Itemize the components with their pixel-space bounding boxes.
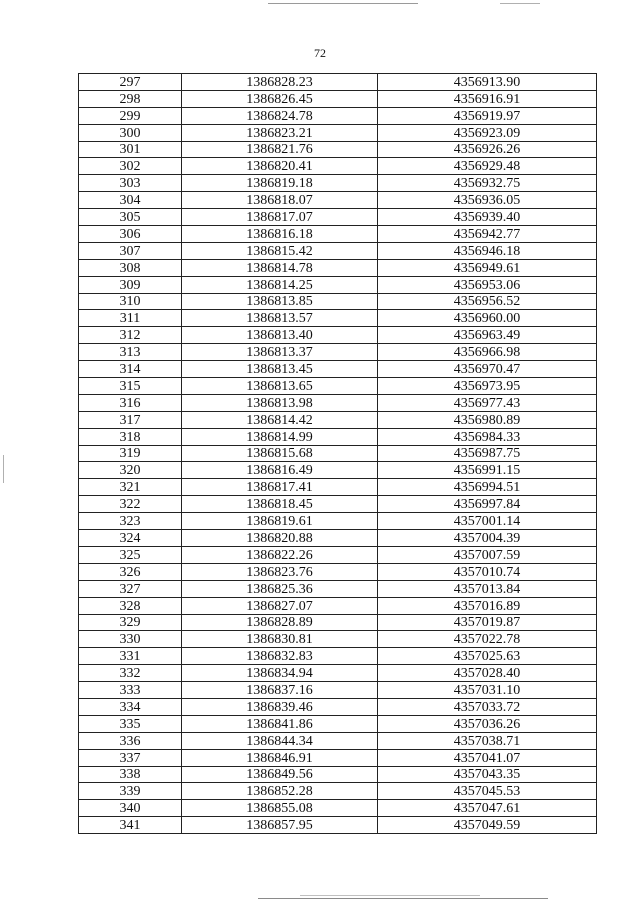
point-number-cell: 310	[79, 293, 182, 310]
x-coordinate-cell: 1386855.08	[182, 800, 378, 817]
y-coordinate-cell: 4357038.71	[378, 732, 597, 749]
point-number-cell: 328	[79, 597, 182, 614]
table-row	[79, 74, 597, 91]
y-coordinate-cell: 4356984.33	[378, 428, 597, 445]
table-row	[79, 394, 597, 411]
x-coordinate-cell: 1386813.85	[182, 293, 378, 310]
y-coordinate-cell: 4356936.05	[378, 192, 597, 209]
table-row	[79, 715, 597, 732]
x-coordinate-cell: 1386816.49	[182, 462, 378, 479]
x-coordinate-cell: 1386849.56	[182, 766, 378, 783]
x-coordinate-cell: 1386813.57	[182, 310, 378, 327]
table-row	[79, 344, 597, 361]
point-number-cell: 312	[79, 327, 182, 344]
y-coordinate-cell: 4356956.52	[378, 293, 597, 310]
table-row	[79, 361, 597, 378]
table-row	[79, 462, 597, 479]
point-number-cell: 340	[79, 800, 182, 817]
y-coordinate-cell: 4357033.72	[378, 698, 597, 715]
table-row	[79, 378, 597, 395]
y-coordinate-cell: 4356923.09	[378, 124, 597, 141]
table-row	[79, 192, 597, 209]
x-coordinate-cell: 1386852.28	[182, 783, 378, 800]
x-coordinate-cell: 1386814.99	[182, 428, 378, 445]
point-number-cell: 316	[79, 394, 182, 411]
y-coordinate-cell: 4357010.74	[378, 563, 597, 580]
table-row	[79, 209, 597, 226]
table-row	[79, 158, 597, 175]
table-row	[79, 428, 597, 445]
coordinates-table	[78, 73, 597, 834]
x-coordinate-cell: 1386828.89	[182, 614, 378, 631]
y-coordinate-cell: 4357043.35	[378, 766, 597, 783]
point-number-cell: 334	[79, 698, 182, 715]
table-row	[79, 293, 597, 310]
y-coordinate-cell: 4356926.26	[378, 141, 597, 158]
y-coordinate-cell: 4357013.84	[378, 580, 597, 597]
point-number-cell: 307	[79, 242, 182, 259]
table-row	[79, 817, 597, 834]
y-coordinate-cell: 4357036.26	[378, 715, 597, 732]
y-coordinate-cell: 4356987.75	[378, 445, 597, 462]
y-coordinate-cell: 4356919.97	[378, 107, 597, 124]
table-row	[79, 411, 597, 428]
x-coordinate-cell: 1386834.94	[182, 665, 378, 682]
x-coordinate-cell: 1386823.76	[182, 563, 378, 580]
table-row	[79, 563, 597, 580]
y-coordinate-cell: 4356980.89	[378, 411, 597, 428]
x-coordinate-cell: 1386846.91	[182, 749, 378, 766]
table-row	[79, 107, 597, 124]
point-number-cell: 311	[79, 310, 182, 327]
x-coordinate-cell: 1386832.83	[182, 648, 378, 665]
y-coordinate-cell: 4356973.95	[378, 378, 597, 395]
table-row	[79, 597, 597, 614]
x-coordinate-cell: 1386814.78	[182, 259, 378, 276]
y-coordinate-cell: 4357045.53	[378, 783, 597, 800]
point-number-cell: 320	[79, 462, 182, 479]
y-coordinate-cell: 4356994.51	[378, 479, 597, 496]
y-coordinate-cell: 4357019.87	[378, 614, 597, 631]
x-coordinate-cell: 1386844.34	[182, 732, 378, 749]
table-row	[79, 631, 597, 648]
point-number-cell: 313	[79, 344, 182, 361]
x-coordinate-cell: 1386841.86	[182, 715, 378, 732]
table-row	[79, 327, 597, 344]
y-coordinate-cell: 4357025.63	[378, 648, 597, 665]
table-row	[79, 698, 597, 715]
point-number-cell: 331	[79, 648, 182, 665]
x-coordinate-cell: 1386813.40	[182, 327, 378, 344]
point-number-cell: 326	[79, 563, 182, 580]
coordinates-table-body	[79, 74, 597, 834]
y-coordinate-cell: 4357049.59	[378, 817, 597, 834]
x-coordinate-cell: 1386824.78	[182, 107, 378, 124]
table-row	[79, 800, 597, 817]
x-coordinate-cell: 1386814.25	[182, 276, 378, 293]
table-row	[79, 141, 597, 158]
y-coordinate-cell: 4357028.40	[378, 665, 597, 682]
y-coordinate-cell: 4357007.59	[378, 546, 597, 563]
x-coordinate-cell: 1386823.21	[182, 124, 378, 141]
y-coordinate-cell: 4357047.61	[378, 800, 597, 817]
x-coordinate-cell: 1386813.45	[182, 361, 378, 378]
table-row	[79, 513, 597, 530]
table-row	[79, 580, 597, 597]
scan-artifact-line	[500, 3, 540, 4]
point-number-cell: 325	[79, 546, 182, 563]
y-coordinate-cell: 4356932.75	[378, 175, 597, 192]
y-coordinate-cell: 4356991.15	[378, 462, 597, 479]
x-coordinate-cell: 1386815.42	[182, 242, 378, 259]
y-coordinate-cell: 4356970.47	[378, 361, 597, 378]
point-number-cell: 323	[79, 513, 182, 530]
scan-artifact-mark	[3, 455, 4, 483]
table-row	[79, 276, 597, 293]
x-coordinate-cell: 1386818.07	[182, 192, 378, 209]
x-coordinate-cell: 1386819.61	[182, 513, 378, 530]
x-coordinate-cell: 1386826.45	[182, 90, 378, 107]
point-number-cell: 327	[79, 580, 182, 597]
x-coordinate-cell: 1386827.07	[182, 597, 378, 614]
point-number-cell: 338	[79, 766, 182, 783]
y-coordinate-cell: 4356946.18	[378, 242, 597, 259]
x-coordinate-cell: 1386857.95	[182, 817, 378, 834]
x-coordinate-cell: 1386818.45	[182, 496, 378, 513]
table-row	[79, 546, 597, 563]
x-coordinate-cell: 1386820.41	[182, 158, 378, 175]
table-row	[79, 783, 597, 800]
y-coordinate-cell: 4357031.10	[378, 682, 597, 699]
x-coordinate-cell: 1386821.76	[182, 141, 378, 158]
y-coordinate-cell: 4356977.43	[378, 394, 597, 411]
table-row	[79, 648, 597, 665]
table-row	[79, 445, 597, 462]
x-coordinate-cell: 1386822.26	[182, 546, 378, 563]
table-row	[79, 242, 597, 259]
y-coordinate-cell: 4356953.06	[378, 276, 597, 293]
scan-artifact-line	[258, 898, 548, 899]
table-row	[79, 766, 597, 783]
table-row	[79, 124, 597, 141]
x-coordinate-cell: 1386839.46	[182, 698, 378, 715]
y-coordinate-cell: 4356939.40	[378, 209, 597, 226]
point-number-cell: 341	[79, 817, 182, 834]
x-coordinate-cell: 1386817.07	[182, 209, 378, 226]
point-number-cell: 305	[79, 209, 182, 226]
y-coordinate-cell: 4357022.78	[378, 631, 597, 648]
point-number-cell: 315	[79, 378, 182, 395]
x-coordinate-cell: 1386813.37	[182, 344, 378, 361]
table-row	[79, 310, 597, 327]
y-coordinate-cell: 4357016.89	[378, 597, 597, 614]
y-coordinate-cell: 4356942.77	[378, 226, 597, 243]
x-coordinate-cell: 1386813.98	[182, 394, 378, 411]
y-coordinate-cell: 4356963.49	[378, 327, 597, 344]
point-number-cell: 308	[79, 259, 182, 276]
point-number-cell: 330	[79, 631, 182, 648]
x-coordinate-cell: 1386825.36	[182, 580, 378, 597]
point-number-cell: 297	[79, 74, 182, 91]
table-row	[79, 682, 597, 699]
x-coordinate-cell: 1386828.23	[182, 74, 378, 91]
y-coordinate-cell: 4356949.61	[378, 259, 597, 276]
point-number-cell: 332	[79, 665, 182, 682]
table-row	[79, 614, 597, 631]
point-number-cell: 299	[79, 107, 182, 124]
point-number-cell: 301	[79, 141, 182, 158]
y-coordinate-cell: 4356997.84	[378, 496, 597, 513]
x-coordinate-cell: 1386830.81	[182, 631, 378, 648]
scan-artifact-line	[300, 895, 480, 896]
x-coordinate-cell: 1386815.68	[182, 445, 378, 462]
point-number-cell: 318	[79, 428, 182, 445]
x-coordinate-cell: 1386816.18	[182, 226, 378, 243]
point-number-cell: 298	[79, 90, 182, 107]
point-number-cell: 309	[79, 276, 182, 293]
table-row	[79, 665, 597, 682]
y-coordinate-cell: 4356929.48	[378, 158, 597, 175]
x-coordinate-cell: 1386813.65	[182, 378, 378, 395]
point-number-cell: 303	[79, 175, 182, 192]
y-coordinate-cell: 4356913.90	[378, 74, 597, 91]
point-number-cell: 314	[79, 361, 182, 378]
point-number-cell: 304	[79, 192, 182, 209]
point-number-cell: 322	[79, 496, 182, 513]
point-number-cell: 302	[79, 158, 182, 175]
table-row	[79, 530, 597, 547]
table-row	[79, 90, 597, 107]
point-number-cell: 300	[79, 124, 182, 141]
y-coordinate-cell: 4357004.39	[378, 530, 597, 547]
scan-artifact-line	[268, 3, 418, 4]
table-row	[79, 259, 597, 276]
point-number-cell: 329	[79, 614, 182, 631]
table-row	[79, 175, 597, 192]
x-coordinate-cell: 1386814.42	[182, 411, 378, 428]
point-number-cell: 321	[79, 479, 182, 496]
point-number-cell: 335	[79, 715, 182, 732]
y-coordinate-cell: 4356966.98	[378, 344, 597, 361]
y-coordinate-cell: 4356916.91	[378, 90, 597, 107]
table-row	[79, 496, 597, 513]
point-number-cell: 317	[79, 411, 182, 428]
y-coordinate-cell: 4356960.00	[378, 310, 597, 327]
y-coordinate-cell: 4357001.14	[378, 513, 597, 530]
table-row	[79, 749, 597, 766]
point-number-cell: 337	[79, 749, 182, 766]
point-number-cell: 324	[79, 530, 182, 547]
x-coordinate-cell: 1386819.18	[182, 175, 378, 192]
x-coordinate-cell: 1386817.41	[182, 479, 378, 496]
point-number-cell: 306	[79, 226, 182, 243]
x-coordinate-cell: 1386837.16	[182, 682, 378, 699]
y-coordinate-cell: 4357041.07	[378, 749, 597, 766]
page-number: 72	[314, 46, 326, 60]
point-number-cell: 339	[79, 783, 182, 800]
x-coordinate-cell: 1386820.88	[182, 530, 378, 547]
table-row	[79, 226, 597, 243]
table-row	[79, 479, 597, 496]
point-number-cell: 336	[79, 732, 182, 749]
point-number-cell: 319	[79, 445, 182, 462]
table-row	[79, 732, 597, 749]
point-number-cell: 333	[79, 682, 182, 699]
